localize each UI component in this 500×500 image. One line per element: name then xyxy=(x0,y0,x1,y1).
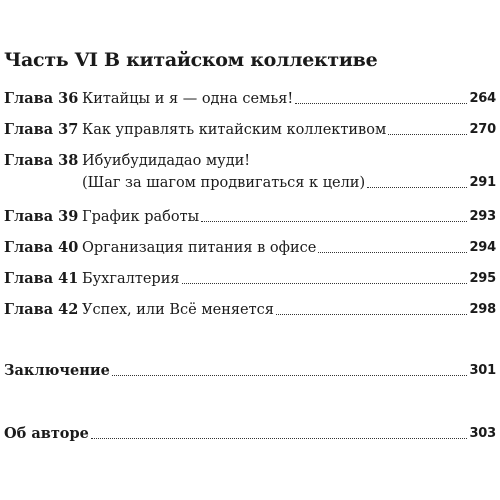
dot-leader xyxy=(388,134,467,135)
chapter-title: Бухгалтерия xyxy=(82,271,180,287)
toc-entry-chapter-40[interactable] xyxy=(4,237,496,259)
part-title: Часть VI В китайском коллективе xyxy=(4,49,378,71)
dot-leader xyxy=(91,438,468,439)
chapter-label: Глава 38 xyxy=(4,150,74,172)
dot-leader xyxy=(276,314,468,315)
chapter-title: Успех, или Всё меняется xyxy=(82,302,274,318)
page-number: 301 xyxy=(469,363,496,378)
chapter-label: Глава 36 xyxy=(4,88,74,110)
page-number: 264 xyxy=(469,91,496,106)
toc-entry-chapter-36[interactable] xyxy=(4,88,496,110)
page-number: 303 xyxy=(469,426,496,441)
page-number: 291 xyxy=(469,175,496,190)
toc-entry-chapter-41[interactable] xyxy=(4,268,496,290)
chapter-label: Глава 37 xyxy=(4,119,74,141)
chapter-title-line1: Ибуибудидадао муди! xyxy=(82,153,251,169)
chapter-title: Как управлять китайским коллективом xyxy=(82,122,387,138)
dot-leader xyxy=(182,283,468,284)
chapter-number: 38 xyxy=(58,152,79,169)
page-number: 270 xyxy=(469,122,496,137)
chapter-title: График работы xyxy=(82,209,200,225)
chapter-title: Организация питания в офисе xyxy=(82,240,317,256)
chapter-number: 41 xyxy=(58,270,79,287)
page-number: 294 xyxy=(469,240,496,255)
toc-entry-about-author[interactable] xyxy=(4,423,496,445)
chapter-label: Глава 41 xyxy=(4,268,74,290)
page-number: 295 xyxy=(469,271,496,286)
section-title: Об авторе xyxy=(4,425,89,442)
chapter-number: 36 xyxy=(58,90,79,107)
section-title: Заключение xyxy=(4,362,110,379)
chapter-number: 37 xyxy=(58,121,79,138)
toc-entry-chapter-38[interactable] xyxy=(4,150,496,194)
chapter-label: Глава 40 xyxy=(4,237,74,259)
toc-entry-chapter-42[interactable] xyxy=(4,299,496,321)
dot-leader xyxy=(112,375,468,376)
dot-leader xyxy=(201,221,467,222)
dot-leader xyxy=(367,187,467,188)
dot-leader xyxy=(318,252,467,253)
toc-entry-conclusion[interactable] xyxy=(4,360,496,382)
dot-leader xyxy=(295,103,467,104)
page-number: 293 xyxy=(469,209,496,224)
chapter-title: (Шаг за шагом продвигаться к цели) xyxy=(82,175,366,191)
page-number: 298 xyxy=(469,302,496,317)
chapter-number: 39 xyxy=(58,208,79,225)
chapter-label: Глава 39 xyxy=(4,206,74,228)
chapter-number: 42 xyxy=(58,301,79,318)
toc-entry-chapter-37[interactable] xyxy=(4,119,496,141)
toc-entry-chapter-39[interactable] xyxy=(4,206,496,228)
chapter-title: Китайцы и я — одна семья! xyxy=(82,91,294,107)
chapter-number: 40 xyxy=(58,239,79,256)
chapter-label: Глава 42 xyxy=(4,299,74,321)
